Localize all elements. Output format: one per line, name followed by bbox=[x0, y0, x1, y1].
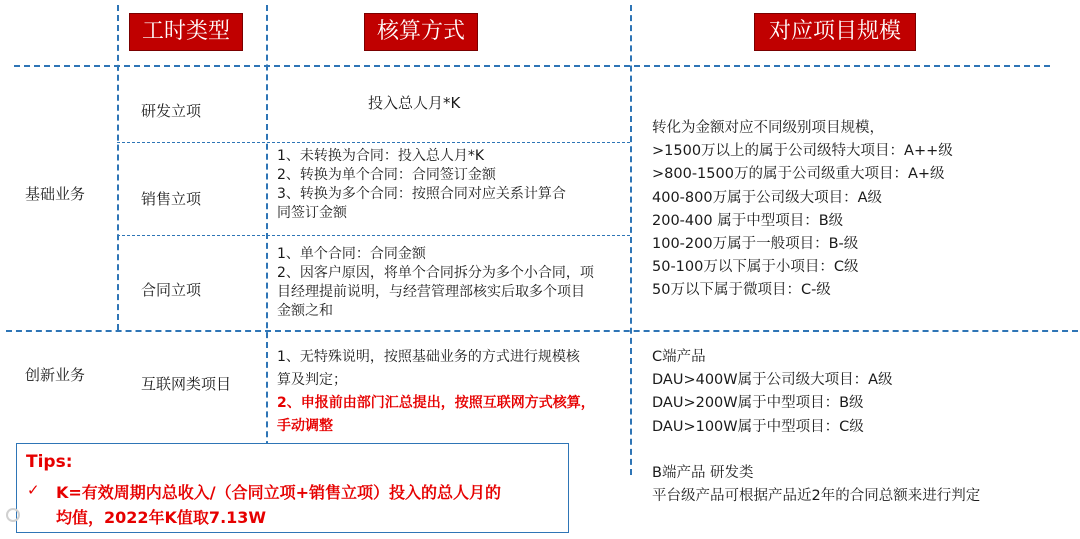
scale-basic-line: 转化为金额对应不同级别项目规模， bbox=[652, 120, 884, 136]
method-sales-line: 1、未转换为合同：投入总人月*K bbox=[277, 148, 485, 164]
header-accounting-method: 核算方式 bbox=[364, 13, 478, 51]
scale-innovation-b-line: B端产品 研发类 bbox=[652, 465, 754, 481]
method-contract bbox=[277, 245, 594, 321]
category-innovation: 创新业务 bbox=[25, 366, 86, 384]
scale-basic-line: 200-400 属于中型项目：B级 bbox=[652, 212, 844, 229]
scale-innovation-c-line: C端产品 bbox=[652, 349, 706, 365]
header-work-type: 工时类型 bbox=[129, 13, 243, 51]
scale-innovation-c bbox=[652, 346, 893, 439]
method-internet-line: 1、无特殊说明，按照基础业务的方式进行规模核 bbox=[277, 349, 580, 365]
scale-basic bbox=[652, 117, 953, 303]
scale-innovation-b-line: 平台级产品可根据产品近2年的合同总额来进行判定 bbox=[652, 488, 981, 505]
method-contract-line: 金额之和 bbox=[277, 303, 333, 319]
row-label-rd: 研发立项 bbox=[141, 102, 202, 120]
method-contract-line: 2、因客户原因，将单个合同拆分为多个小合同，项 bbox=[277, 265, 594, 281]
row-label-contract: 合同立项 bbox=[141, 281, 202, 299]
header-project-scale: 对应项目规模 bbox=[754, 13, 916, 51]
col-divider-2 bbox=[266, 5, 268, 467]
method-contract-line: 目经理提前说明，与经营管理部核实后取多个项目 bbox=[277, 284, 585, 300]
row-divider-1 bbox=[117, 142, 630, 143]
method-sales-line: 2、转换为单个合同：合同签订金额 bbox=[277, 167, 496, 183]
col-divider-3 bbox=[630, 5, 632, 475]
method-internet-highlight-line: 手动调整 bbox=[277, 418, 333, 434]
method-internet bbox=[277, 346, 595, 438]
method-contract-line: 1、单个合同：合同金额 bbox=[277, 246, 426, 262]
method-rd bbox=[368, 94, 460, 113]
scale-basic-line: 50-100万以下属于小项目：C级 bbox=[652, 259, 859, 276]
category-divider bbox=[6, 330, 1078, 332]
row-label-sales: 销售立项 bbox=[141, 190, 202, 208]
category-basic: 基础业务 bbox=[25, 185, 86, 203]
row-divider-2 bbox=[117, 235, 630, 236]
tips-body-line: 均值，2022年K值取7.13W bbox=[56, 508, 267, 527]
row-label-internet: 互联网类项目 bbox=[141, 375, 232, 393]
tips-body bbox=[56, 480, 501, 530]
check-icon: ✓ bbox=[27, 481, 40, 499]
method-internet-highlight-line: 2、申报前由部门汇总提出，按照互联网方式核算， bbox=[277, 395, 595, 411]
scale-basic-line: >1500万以上的属于公司级特大项目：A++级 bbox=[652, 143, 953, 160]
method-sales-line: 3、转换为多个合同：按照合同对应关系计算合 bbox=[277, 186, 566, 202]
watermark-icon bbox=[6, 508, 20, 522]
tips-title: Tips: bbox=[26, 452, 73, 472]
top-divider bbox=[14, 65, 1050, 67]
scale-basic-line: 50万以下属于微项目：C-级 bbox=[652, 282, 831, 299]
scale-innovation-c-line: DAU>100W属于中型项目：C级 bbox=[652, 418, 864, 435]
tips-box bbox=[16, 443, 569, 533]
method-internet-line: 算及判定； bbox=[277, 372, 347, 388]
col-divider-1 bbox=[117, 5, 119, 330]
method-sales bbox=[277, 147, 566, 223]
method-rd-line: 投入总人月*K bbox=[368, 94, 461, 112]
scale-basic-line: 100-200万属于一般项目：B-级 bbox=[652, 236, 859, 253]
scale-innovation-c-line: DAU>400W属于公司级大项目：A级 bbox=[652, 372, 893, 389]
tips-body-line: K=有效周期内总收入/（合同立项+销售立项）投入的总人月的 bbox=[56, 483, 502, 502]
method-sales-line: 同签订金额 bbox=[277, 205, 347, 221]
scale-basic-line: 400-800万属于公司级大项目：A级 bbox=[652, 189, 883, 206]
scale-innovation-c-line: DAU>200W属于中型项目：B级 bbox=[652, 395, 864, 412]
scale-basic-line: >800-1500万的属于公司级重大项目：A+级 bbox=[652, 166, 945, 183]
scale-innovation-b bbox=[652, 462, 980, 508]
